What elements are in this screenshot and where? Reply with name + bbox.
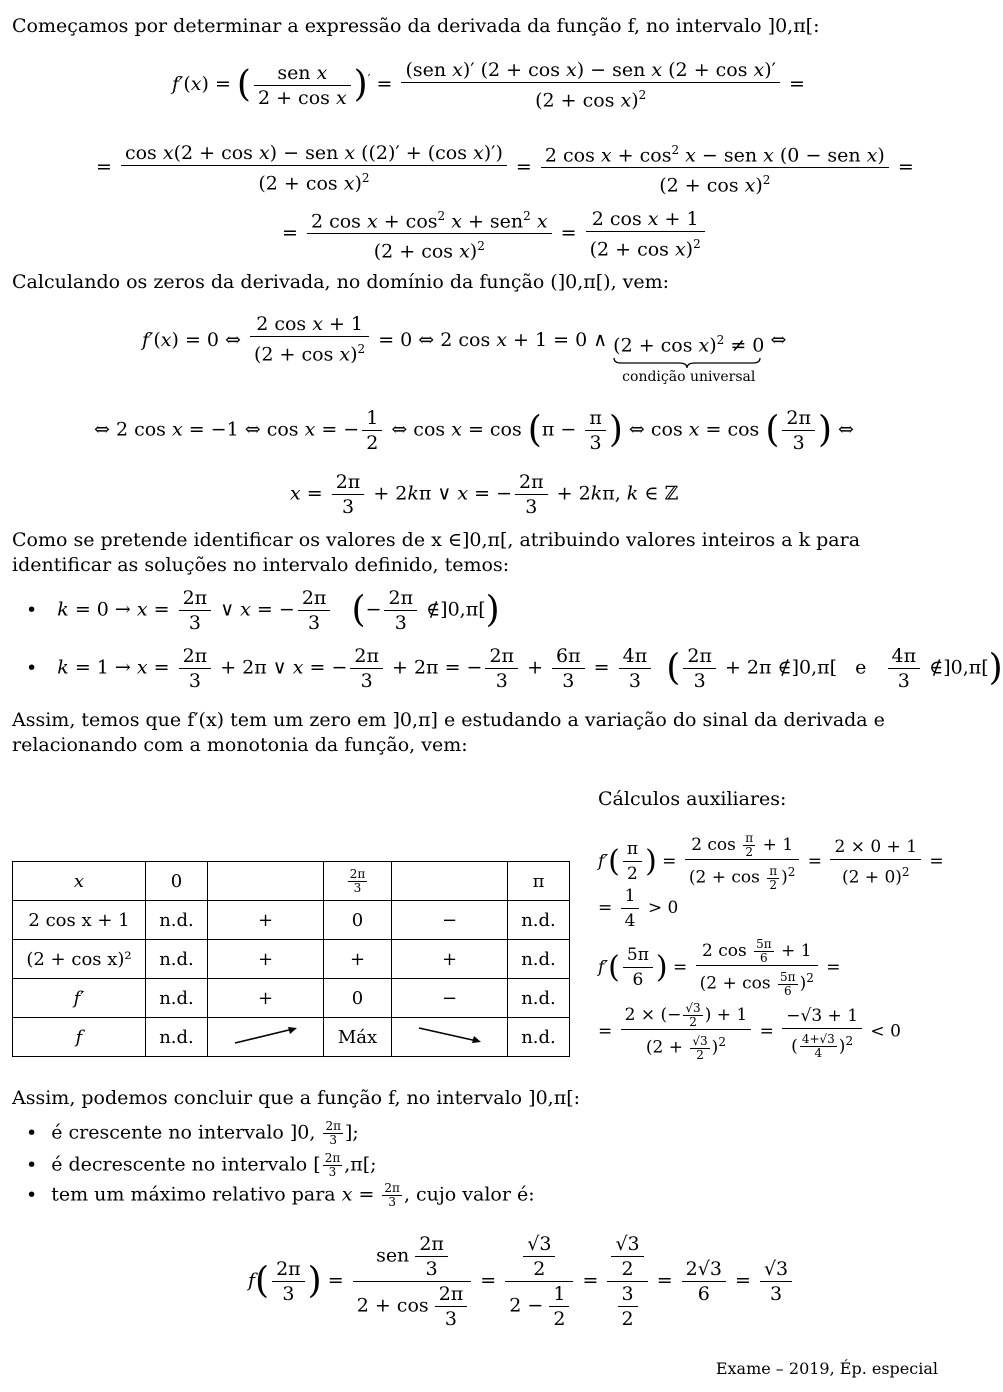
table-cell: n.d. xyxy=(146,940,208,979)
table-cell: Máx xyxy=(324,1018,392,1057)
table-header-cell: x xyxy=(13,862,146,901)
final-equation: f( $\frac{2\pi}{3}$ ) = sen $\frac{2\pi}{3}$ 2 + cos $\frac{2\pi}{3}$ = $\frac{√3}{2}$ 2 − $\frac{1}{2}$ = $\frac{\frac{√3}{2}}{\frac{3}{2}}$ = $\frac{2√3}{6}$ = $\frac{√3}{3}$ xyxy=(248,1232,795,1331)
derivative-line-1: f′(x) = ( $\frac{\text{sen x}}{\text{2 + cos x}}$ )′ = $\frac{\text{(sen x)′ (2 + cos x) − sen x (2 + cos x)′}}{(2 + \cos x)^2}$ = xyxy=(172,59,805,112)
row-label: 2 cos x + 1 xyxy=(13,901,146,940)
conclusion-intro: Assim, podemos concluir que a função f, no intervalo ]0,π[: xyxy=(12,1087,581,1109)
aux-b1: f′( $\frac{5\pi}{6}$ ) = 2 cos $\frac{5\pi}{6}$ + 1 (2 + cos $\frac{5\pi}{6}$ )$^2$ = xyxy=(598,937,841,998)
row-label: (2 + cos x)² xyxy=(13,940,146,979)
k-item-1: • k = 1 → x = $\frac{2\pi}{3}$ + 2π ∨ x = − $\frac{2\pi}{3}$ + 2π = − $\frac{2\pi}{3}$ + $\frac{6\pi}{3}$ = $\frac{4\pi}{3}$ ( $\frac{2\pi}{3}$ + 2π ∉]0,π[ e $\frac{4\pi}{3}$ ∉]0,π[) xyxy=(26,645,1003,692)
table-row xyxy=(13,979,570,1018)
table-header-cell xyxy=(392,862,508,901)
decreasing-arrow-icon xyxy=(392,1018,508,1057)
table-cell: + xyxy=(392,940,508,979)
aux-a1: f′( $\frac{\pi}{2}$ ) = 2 cos $\frac{\pi}{2}$ + 1 (2 + cos $\frac{\pi}{2}$ )$^2$ = $\frac{2 \times 0 + 1}{(2 + 0)^2}$ = xyxy=(598,831,944,892)
table-header-cell: $\frac{2\pi}{3}$ xyxy=(324,862,392,901)
k-item-0: • k = 0 → x = $\frac{2\pi}{3}$ ∨ x = − $\frac{2\pi}{3}$ (− $\frac{2\pi}{3}$ ∉]0,π[) xyxy=(26,587,500,634)
derivative-line-3: = $\frac{2 \cos x + \cos^2 x + sen^2 x}{(2 + \cos x)^2}$ = $\frac{\text{2 cos x + 1}}{(2 + \cos x)^2}$ xyxy=(282,204,708,264)
source-footer: Exame – 2019, Ép. especial xyxy=(715,1359,938,1378)
conclusion-item-2: • tem um máximo relativo para x = $\frac{2\pi}{3}$ , cujo valor é: xyxy=(26,1181,535,1209)
table-cell: n.d. xyxy=(146,1018,208,1057)
table-header-cell: 0 xyxy=(146,862,208,901)
table-cell: + xyxy=(208,940,324,979)
table-header-cell xyxy=(208,862,324,901)
zeros-line-3: x = $\frac{2\pi}{3}$ + 2kπ ∨ x = − $\frac{2\pi}{3}$ + 2kπ, k ∈ ℤ xyxy=(290,471,679,518)
table-cell: n.d. xyxy=(508,940,570,979)
table-row xyxy=(13,901,570,940)
intro-text: Começamos por determinar a expressão da derivada da função f, no intervalo ]0,π[: xyxy=(12,15,820,37)
sign-intro: Assim, temos que f′(x) tem um zero em ]0,π] e estudando a variação do sinal da derivada e relacionando com a monotonia da função, vem: xyxy=(12,709,885,756)
table-header-row xyxy=(13,862,570,901)
sign-variation-table xyxy=(12,861,570,1057)
derivative-line-2: = $\frac{\text{cos x(2 + cos x) − sen x ((2)′ + (cos x)′)}}{(2 + \cos x)^2}$ = $\frac{2 \cos x + \cos^2 x - sen x (0 - sen x)}{(2 + \cos x)^2}$ = xyxy=(96,138,914,198)
table-cell: − xyxy=(392,901,508,940)
brace-label: condição universal xyxy=(622,369,756,386)
table-cell: n.d. xyxy=(146,901,208,940)
aux-title: Cálculos auxiliares: xyxy=(598,788,787,810)
zeros-line-1: f′(x) = 0 ⇔ $\frac{\text{2 cos x + 1}}{(2 + \cos x)^2}$ = 0 ⇔ 2 cos x + 1 = 0 ∧ $(2 + \cos x)^2 \ne 0$ condição universal ⇔ xyxy=(142,313,787,386)
row-label: f xyxy=(13,1018,146,1057)
table-cell: n.d. xyxy=(508,979,570,1018)
table-cell: + xyxy=(208,979,324,1018)
table-cell: n.d. xyxy=(508,1018,570,1057)
table-cell: 0 xyxy=(324,979,392,1018)
table-row xyxy=(13,1018,570,1057)
row-label: f′ xyxy=(13,979,146,1018)
table-cell: + xyxy=(208,901,324,940)
table-cell: − xyxy=(392,979,508,1018)
zeros-line-2: ⇔ 2 cos x = −1 ⇔ cos x = − $\frac{1}{2}$ ⇔ cos x = cos (π − $\frac{\pi}{3}$ ) ⇔ cos x = cos ( $\frac{2\pi}{3}$ ) ⇔ xyxy=(94,407,854,454)
values-intro: Como se pretende identificar os valores de x ∈]0,π[, atribuindo valores inteiros a k para identificar as soluções no intervalo definido, temos: xyxy=(12,529,861,576)
universal-condition-brace: $(2 + \cos x)^2 \ne 0$ condição universal xyxy=(613,333,765,386)
table-cell: 0 xyxy=(324,901,392,940)
conclusion-item-0: • é crescente no intervalo ]0, $\frac{2\pi}{3}$ ]; xyxy=(26,1119,359,1147)
increasing-arrow-icon xyxy=(208,1018,324,1057)
table-row xyxy=(13,940,570,979)
table-header-cell: π xyxy=(508,862,570,901)
conclusion-item-1: • é decrescente no intervalo [ $\frac{2\pi}{3}$ ,π[; xyxy=(26,1151,377,1179)
aux-b2: = 2 × (− $\frac{√3}{2}$ ) + 1 (2 + $\frac{√3}{2}$ )$^2$ = −√3 + 1 ( $\frac{4+√3}{4}$ )$^2$ < 0 xyxy=(598,1001,901,1062)
table-cell: + xyxy=(324,940,392,979)
zeros-intro: Calculando os zeros da derivada, no domínio da função (]0,π[), vem: xyxy=(12,271,670,293)
underbrace-icon xyxy=(613,357,761,369)
aux-a2: = $\frac{1}{4}$ > 0 xyxy=(598,886,679,931)
table-cell: n.d. xyxy=(146,979,208,1018)
table-cell: n.d. xyxy=(508,901,570,940)
